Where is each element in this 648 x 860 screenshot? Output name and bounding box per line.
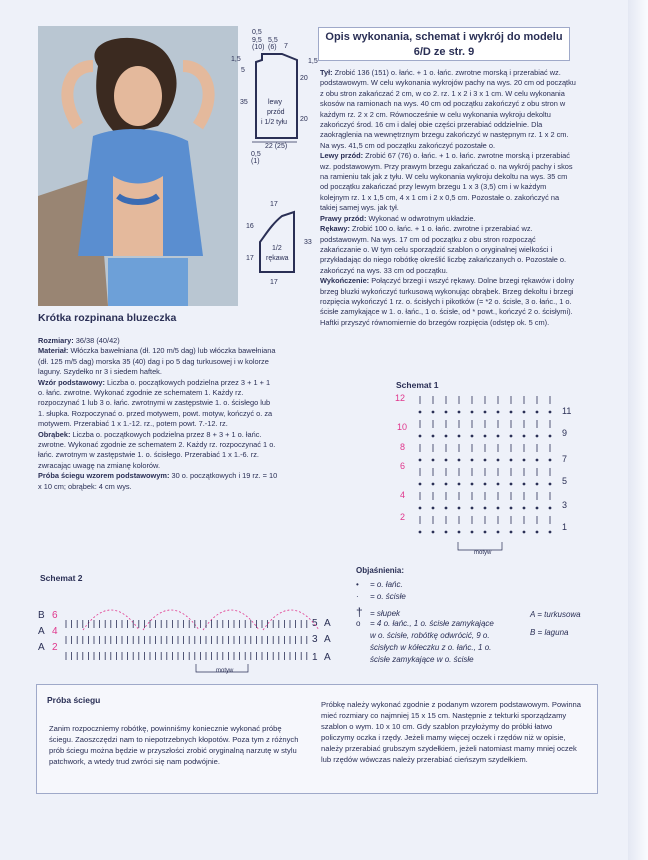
piece-label-3: i 1/2 tyłu <box>261 119 288 126</box>
stitch-mark <box>497 483 499 485</box>
stitch-mark <box>497 459 499 461</box>
stitch-mark <box>458 507 460 509</box>
pattern-diagram-sleeve <box>242 194 322 294</box>
stitch-mark <box>419 507 421 509</box>
materials-paragraph: Materiał: Włóczka bawełniana (dł. 120 m/5 dag) lub włóczka bawełniana (dł. 125 m/5 dag) morska 35 (40) dag i po 5 dag turkusowej i w kolorze laguny. Szydełko nr 3 i siedem haftek. <box>38 346 276 377</box>
stitch-mark <box>445 483 447 485</box>
stitch-mark <box>549 411 551 413</box>
dim-top: 0,5 <box>252 29 262 36</box>
stitch-mark <box>471 531 473 533</box>
stitch-mark <box>484 435 486 437</box>
stitch-mark <box>523 531 525 533</box>
legend-color-a: A = turkusowa <box>530 610 581 619</box>
stitch-mark <box>484 459 486 461</box>
stitch-mark <box>458 435 460 437</box>
stitch-mark <box>549 435 551 437</box>
dim-b2b: (1) <box>251 158 260 165</box>
stitch-mark <box>445 435 447 437</box>
materials-paragraph: Wzór podstawowy: Liczba o. początkowych podzielna przez 3 + 1 + 1 o. łańc. zwrotne. Wykonać zgodnie ze schematem 1. Każdy rz. rozpoczynać 1 lub 3 o. łańc. zwrotnymi w zastępstwie 1. o. ścisłego lub 1. słupka. Rozpoczynać o. przed motywem, powt. motyw, kończyć o. za motywem. Przerabiać 1 x 1.-12. rz., potem powt. 7.-12. rz. <box>38 377 273 429</box>
schemat2-title: Schemat 2 <box>40 573 83 583</box>
legend-color-b: B = laguna <box>530 628 569 637</box>
stitch-mark <box>497 531 499 533</box>
stitch-mark <box>549 483 551 485</box>
dim-n1: 9,5 <box>252 37 262 44</box>
stitch-mark <box>445 531 447 533</box>
gauge-text-left: Zanim rozpoczniemy robótkę, powinniśmy koniecznie wykonać próbę ściegu. Zaoszczędzi nam to niepotrzebnych kłopotów. Poza tym z różnych prób ściegu można będzie w przyszłości zrobić oryginalną narzutę w stylu patchwork, a wtedy trud zwróci się nam podwójnie. <box>49 724 299 766</box>
stitch-mark <box>432 483 434 485</box>
stitch-mark <box>549 459 551 461</box>
s1-row-8: 8 <box>400 442 406 452</box>
instructions-section <box>320 68 576 328</box>
sleeve-dim-bottom: 17 <box>270 279 278 286</box>
model-photo <box>38 26 238 306</box>
stitch-mark <box>536 435 538 437</box>
s1-row-12: 12 <box>395 393 406 403</box>
legend-title: Objaśnienia: <box>356 566 405 575</box>
dim-n3: 7 <box>284 43 288 50</box>
schemat1-chart <box>390 392 590 562</box>
instruction-paragraph: Lewy przód: Zrobić 67 (76) o. łańc. + 1 o. łańc. zwrotne morską i przerabiać wz. podstawowym. Przy prawym brzegu zakańczać o. na wykrój pachy i skos na ramieniu tak jak z tyłu. W celu wykonania wykroju dekoltu na wys. 35 cm od początku zakańczać przy lewym brzegu 1 x 3 (3,5) cm i w każdym kolejnym rz. 1 x 1,5 cm, 4 x 1 cm i 2 x 0,5 cm. Pozostałe o. zakończyć na takiej samej wys. jak tył. <box>320 151 573 213</box>
stitch-mark <box>445 411 447 413</box>
stitch-mark <box>484 531 486 533</box>
s1-row-1: 1 <box>562 522 568 532</box>
arch-mark <box>143 610 199 630</box>
stitch-mark <box>497 435 499 437</box>
s1-row-9: 9 <box>562 428 568 438</box>
stitch-mark <box>458 459 460 461</box>
stitch-mark <box>523 435 525 437</box>
dim-n2: 5,5 <box>268 37 278 44</box>
s2-color-2: A <box>38 642 45 653</box>
s1-row-4: 4 <box>400 490 406 500</box>
stitch-mark <box>549 531 551 533</box>
materials-paragraph: Obrąbek: Liczba o. początkowych podzielna przez 8 + 3 + 1 o. łańc. zwrotne. Wykonać zgodnie ze schematem 2. Każdy rz. rozpoczynać 1 o. łańc. zwrotnym w zastępstwie 1. o. ścisłego. Przerabiać 1 x 1.-6. rz. zwracając uwagę na zmianę kolorów. <box>38 429 276 470</box>
stitch-mark <box>419 435 421 437</box>
legend-symbol: • <box>356 580 359 589</box>
s2-color-4: A <box>38 626 45 637</box>
gauge-box <box>36 684 598 794</box>
stitch-mark <box>471 459 473 461</box>
materials-section <box>38 336 278 492</box>
legend-symbol: † <box>356 605 363 619</box>
stitch-mark <box>510 531 512 533</box>
pattern-diagram-back <box>231 28 322 178</box>
s1-row-2: 2 <box>400 512 406 522</box>
s1-row-3: 3 <box>562 500 568 510</box>
instructions-title: Opis wykonania, schemat i wykrój do modelu 6/D ze str. 9 <box>318 27 570 61</box>
stitch-mark <box>432 531 434 533</box>
s2-row-2: 2 <box>52 642 58 653</box>
piece-label-2: przód <box>267 109 285 116</box>
dim-b2: 0,5 <box>251 151 261 158</box>
schemat2-chart <box>36 586 346 676</box>
dim-n2b: (6) <box>268 44 277 51</box>
dim-v20b: 20 <box>300 116 308 123</box>
dim-v20a: 20 <box>300 75 308 82</box>
s1-row-6: 6 <box>400 461 406 471</box>
stitch-mark <box>432 411 434 413</box>
stitch-mark <box>510 459 512 461</box>
instruction-paragraph: Rękawy: Zrobić 100 o. łańc. + 1 o. łańc. zwrotne i przerabiać wz. podstawowym. Na wys. 17 cm od początku z obu stron rozpocząć zakańczanie o. W tym celu sporządzić szablon o oryginalnej wielkości i przykładając do niego robótkę określić liczbę zakańczanych o. Pozostałe o. zakończyć na wys. 33 cm od początku. <box>320 224 567 275</box>
stitch-mark <box>510 435 512 437</box>
piece-label-1: lewy <box>268 99 283 106</box>
stitch-mark <box>510 483 512 485</box>
stitch-mark <box>445 459 447 461</box>
s2-color-3: A <box>324 634 331 645</box>
instruction-paragraph: Wykończenie: Połączyć brzegi i wszyć rękawy. Dolne brzegi rękawów i dolny brzeg bluzki wykończyć turkusową wykonując obrąbek. Brzeg dekoltu i brzegi rozpięcia wykończyć 1 rz. o. ścisłych i pikotków (= *2 o. ścisłe, 3 o. łańc., 1 o. ścisłe zamykające w 1. o. łańc., 1 o. ścisłe, od * powt., kończyć 2 o. ścisłymi). Haftki przyszyć równomiernie do brzegów rozpięcia (odstęp ok. 5 cm). <box>320 276 574 327</box>
legend-item: • = o. łańc. <box>356 580 403 589</box>
s2-row-6: 6 <box>52 610 58 621</box>
dim-right1: 1,5 <box>308 58 318 65</box>
dim-n1b: (10) <box>252 44 265 51</box>
stitch-mark <box>523 411 525 413</box>
sleeve-dim-right: 33 <box>304 239 312 246</box>
s2-color-6: B <box>38 610 45 621</box>
legend-item: † = słupek <box>356 605 401 619</box>
dim-v35: 35 <box>240 99 248 106</box>
stitch-mark <box>484 483 486 485</box>
stitch-mark <box>484 507 486 509</box>
stitch-mark <box>523 459 525 461</box>
dim-left1: 1,5 <box>231 56 241 63</box>
stitch-mark <box>536 459 538 461</box>
stitch-mark <box>419 483 421 485</box>
s2-row-4: 4 <box>52 626 58 637</box>
stitch-mark <box>419 411 421 413</box>
sleeve-label-1: 1/2 <box>272 245 282 252</box>
legend-item: o = 4 o. łańc., 1 o. ścisłe zamykające <box>356 619 494 628</box>
garment-caption: Krótka rozpinana bluzeczka <box>38 312 177 324</box>
s2-color-5: A <box>324 618 331 629</box>
stitch-mark <box>432 435 434 437</box>
sleeve-dim-left: 16 <box>246 223 254 230</box>
materials-paragraph: Próba ściegu wzorem podstawowym: 30 o. początkowych i 19 rz. = 10 x 10 cm; obrąbek: 4 cm wys. <box>38 471 278 491</box>
stitch-mark <box>484 411 486 413</box>
s1-row-5: 5 <box>562 476 568 486</box>
stitch-mark <box>549 507 551 509</box>
materials-paragraph: Rozmiary: 36/38 (40/42) <box>38 336 120 345</box>
s2-motif: motyw <box>216 668 234 674</box>
legend-symbol: · <box>356 592 359 601</box>
instruction-paragraph: Prawy przód: Wykonać w odwrotnym układzie. <box>320 213 476 223</box>
sleeve-dim-top: 17 <box>270 201 278 208</box>
stitch-mark <box>510 507 512 509</box>
legend-symbol: o <box>356 619 361 628</box>
stitch-mark <box>471 507 473 509</box>
legend-item: w o. ścisłe, robótkę odwrócić, 9 o. <box>370 631 490 640</box>
stitch-mark <box>497 507 499 509</box>
stitch-mark <box>458 531 460 533</box>
stitch-mark <box>471 411 473 413</box>
stitch-mark <box>432 507 434 509</box>
sleeve-label-2: rękawa <box>266 255 289 262</box>
stitch-mark <box>432 459 434 461</box>
s2-row-5: 5 <box>312 618 318 629</box>
gauge-text-right: Próbkę należy wykonać zgodnie z podanym wzorem podstawowym. Powinna mieć rozmiary co najmniej 15 x 15 cm. Następnie z tekturki sporządzamy szablon o wym. 10 x 10 cm. Gdy szablon przyłożymy do próbki łatwo policzymy oczka i rzędy. Jeżeli mamy więcej oczek i rzędów niż w opisie, należy przerabiać grubszym szydełkiem, jeżeli natomiast mamy mniej oczek lub rzędów wówczas należy przerabiać cieńszym szydełkiem. <box>321 700 582 764</box>
stitch-mark <box>536 531 538 533</box>
stitch-mark <box>419 531 421 533</box>
legend-item: ścisłych w kółeczku z o. łańc., 1 o. <box>370 643 492 652</box>
stitch-mark <box>536 411 538 413</box>
stitch-mark <box>445 507 447 509</box>
schemat1-title: Schemat 1 <box>396 380 439 390</box>
stitch-mark <box>536 483 538 485</box>
sleeve-dim-left2: 17 <box>246 255 254 262</box>
legend-item: · = o. ścisłe <box>356 592 406 601</box>
s1-row-11: 11 <box>562 406 572 416</box>
stitch-mark <box>471 483 473 485</box>
dim-bottom: 22 (25) <box>265 143 288 150</box>
stitch-mark <box>523 507 525 509</box>
stitch-mark <box>419 459 421 461</box>
s2-row-3: 3 <box>312 634 318 645</box>
legend-item: ścisłe zamykające w o. ścisłe <box>370 655 474 664</box>
stitch-mark <box>471 435 473 437</box>
stitch-mark <box>536 507 538 509</box>
arch-mark <box>263 610 319 630</box>
stitch-mark <box>458 483 460 485</box>
gauge-title: Próba ściegu <box>47 695 101 705</box>
s1-row-7: 7 <box>562 454 568 464</box>
s2-color-1: A <box>324 652 331 663</box>
stitch-mark <box>523 483 525 485</box>
stitch-mark <box>510 411 512 413</box>
instruction-paragraph: Tył: Zrobić 136 (151) o. łańc. + 1 o. łańc. zwrotne morską i przerabiać wz. podstawowym. W celu wykonania wykrojów pachy na wys. 20 cm od początku z obu stron zakańczać 2 cm, w co 2. rz. 1 x 2 i 3 x 1 cm. W celu wykonania skosów na ramionach na wys. 40 cm od początku zakończyć z obu stron w każdym rz. 2 x 2 cm. Równocześnie w celu wykonania wykroju dekoltu zakończyć środ. 16 cm i dalej obie części przerabiać oddzielnie. Dla zaokrąglenia na wewnętrznym brzegu zakończyć w następnym rz. 1 x 2 cm. Na wys. 41,5 cm od początku zakończyć pozostałe o. <box>320 68 576 150</box>
page-spine <box>628 0 648 860</box>
stitch-mark <box>497 411 499 413</box>
s1-row-10: 10 <box>397 422 408 432</box>
s2-row-1: 1 <box>312 652 318 663</box>
stitch-mark <box>458 411 460 413</box>
dim-v5: 5 <box>241 67 245 74</box>
s1-motif: motyw <box>474 550 492 556</box>
